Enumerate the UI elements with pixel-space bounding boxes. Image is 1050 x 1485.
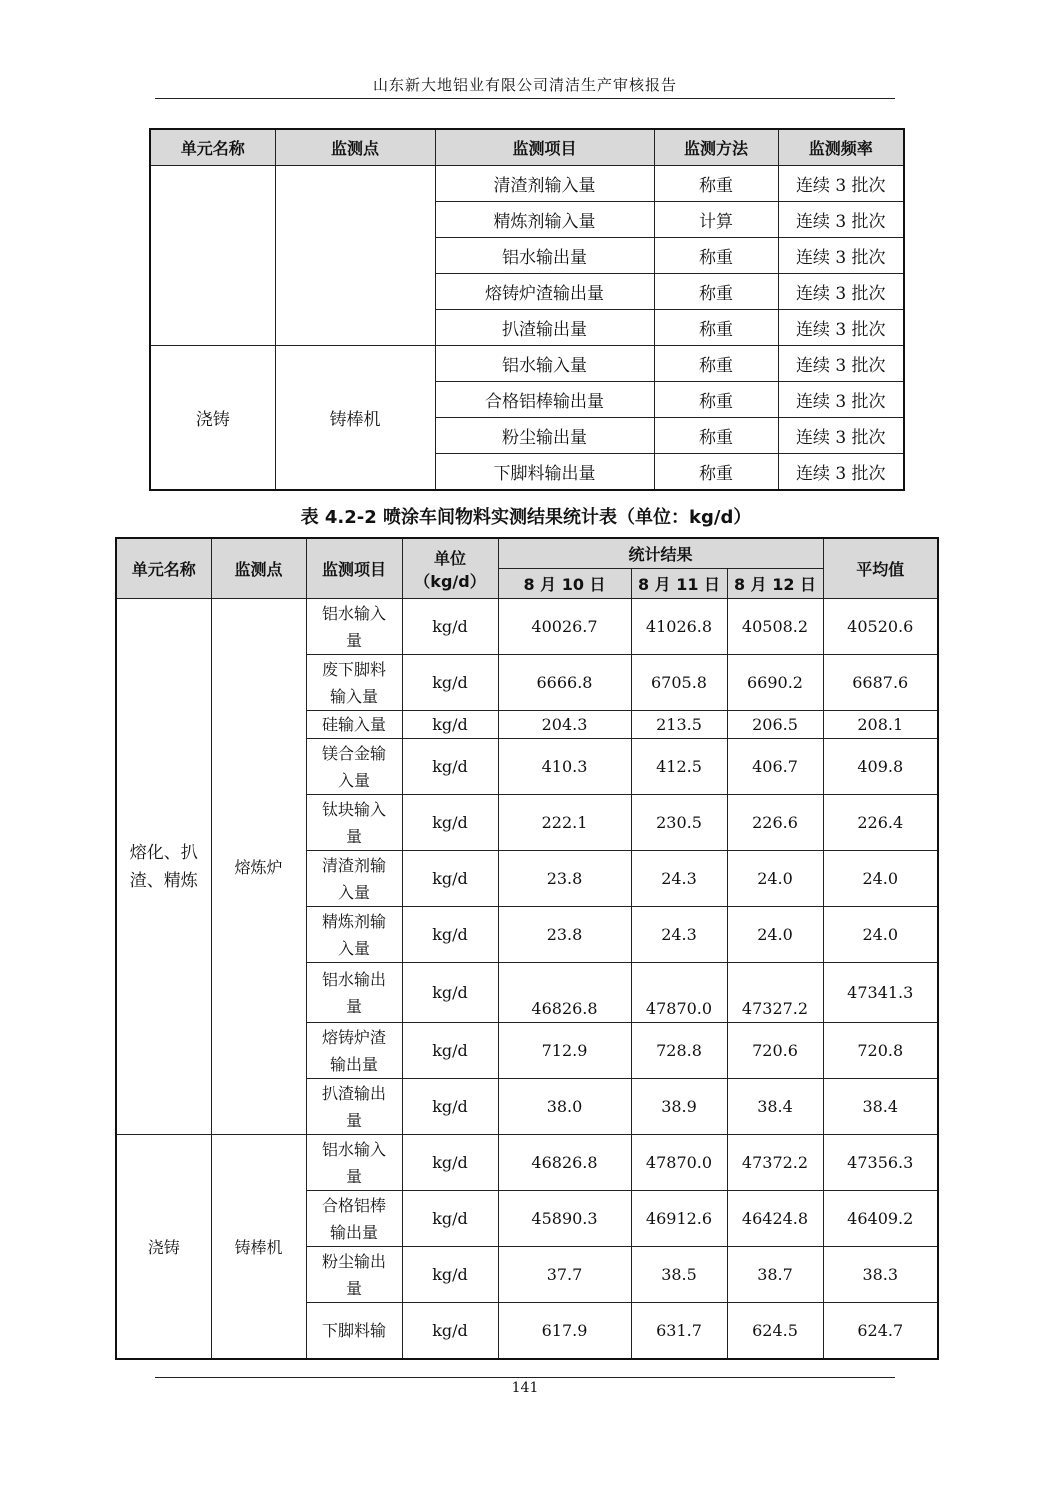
value-cell: 406.7	[727, 739, 823, 795]
monitoring-item-cell	[306, 1135, 402, 1191]
column-header-unit	[402, 538, 498, 599]
column-header: 监测点	[275, 129, 435, 166]
item-line1: 扒渣输出	[321, 1083, 386, 1103]
frequency-cell: 连续 3 批次	[778, 202, 904, 238]
unit-cell: kg/d	[402, 907, 498, 963]
value-cell: 6666.8	[498, 655, 631, 711]
avg-cell: 24.0	[823, 907, 938, 963]
column-header: 监测方法	[654, 129, 778, 166]
monitoring-item-cell	[306, 907, 402, 963]
value-cell: 38.0	[498, 1079, 631, 1135]
monitoring-item-cell	[306, 599, 402, 655]
avg-cell: 38.3	[823, 1247, 938, 1303]
item-line2: 入量	[337, 770, 370, 790]
table-row	[150, 346, 904, 382]
value-cell: 47870.0	[631, 1135, 727, 1191]
value-cell: 222.1	[498, 795, 631, 851]
method-cell: 称重	[654, 310, 778, 346]
unit-cell: kg/d	[402, 655, 498, 711]
item-line2: 量	[345, 1166, 362, 1186]
value-cell: 728.8	[631, 1023, 727, 1079]
frequency-cell: 连续 3 批次	[778, 346, 904, 382]
monitoring-item-cell: 铝水输入量	[435, 346, 654, 382]
monitoring-item-cell: 下脚料输	[306, 1303, 402, 1360]
unit-cell: kg/d	[402, 1135, 498, 1191]
item-line1: 废下脚料	[321, 659, 386, 679]
table-row	[116, 1135, 938, 1191]
column-header: 监测项目	[435, 129, 654, 166]
item-line2: 输出量	[329, 1054, 378, 1074]
column-header-item: 监测项目	[306, 538, 402, 599]
monitoring-item-cell: 下脚料输出量	[435, 454, 654, 491]
avg-cell: 47356.3	[823, 1135, 938, 1191]
value-cell: 46912.6	[631, 1191, 727, 1247]
value-cell: 38.5	[631, 1247, 727, 1303]
page-header: 山东新大地铝业有限公司清洁生产审核报告	[372, 76, 677, 94]
value-cell: 37.7	[498, 1247, 631, 1303]
item-line1: 钛块输入	[321, 799, 386, 819]
item-line1: 铝水输入	[321, 1139, 386, 1159]
value-cell: 38.9	[631, 1079, 727, 1135]
value-cell: 46826.8	[498, 963, 631, 1023]
value-cell: 631.7	[631, 1303, 727, 1360]
frequency-cell: 连续 3 批次	[778, 238, 904, 274]
table-header-row	[150, 129, 904, 166]
unit-cell: kg/d	[402, 963, 498, 1023]
item-line2: 输出量	[329, 1222, 378, 1242]
unit-cell: kg/d	[402, 1247, 498, 1303]
monitoring-item-cell	[306, 655, 402, 711]
item-line2: 量	[345, 630, 362, 650]
unit-cell: kg/d	[402, 795, 498, 851]
value-cell: 40508.2	[727, 599, 823, 655]
monitoring-item-cell: 铝水输出量	[435, 238, 654, 274]
item-line2: 量	[345, 996, 362, 1016]
monitoring-item-cell: 清渣剂输入量	[435, 166, 654, 202]
method-cell: 计算	[654, 202, 778, 238]
item-line2: 量	[345, 1110, 362, 1130]
unit-cell: kg/d	[402, 599, 498, 655]
avg-cell: 38.4	[823, 1079, 938, 1135]
item-line2: 量	[345, 826, 362, 846]
item-line1: 粉尘输出	[321, 1251, 386, 1271]
monitoring-point-cell: 铸棒机	[211, 1135, 306, 1360]
unit-label-line2: （kg/d）	[414, 571, 486, 591]
monitoring-item-cell: 硅输入量	[306, 711, 402, 739]
column-header-point: 监测点	[211, 538, 306, 599]
item-line1: 镁合金输	[321, 743, 386, 763]
avg-cell: 208.1	[823, 711, 938, 739]
monitoring-item-cell: 扒渣输出量	[435, 310, 654, 346]
monitoring-item-cell: 熔铸炉渣输出量	[435, 274, 654, 310]
item-line1: 铝水输入	[321, 603, 386, 623]
value-cell: 410.3	[498, 739, 631, 795]
avg-cell: 6687.6	[823, 655, 938, 711]
monitoring-point-cell: 熔炼炉	[211, 599, 306, 1135]
unit-name-cell: 浇铸	[150, 346, 275, 491]
value-cell: 23.8	[498, 851, 631, 907]
column-header-date: 8 月 12 日	[727, 569, 823, 599]
monitoring-item-cell	[306, 739, 402, 795]
unit-label-line1: 单位	[433, 548, 466, 568]
value-cell: 46424.8	[727, 1191, 823, 1247]
value-cell: 40026.7	[498, 599, 631, 655]
avg-cell: 24.0	[823, 851, 938, 907]
item-line2: 输入量	[329, 686, 378, 706]
item-line1: 精炼剂输	[321, 911, 386, 931]
monitoring-item-cell	[306, 1247, 402, 1303]
monitoring-plan-table	[149, 128, 905, 491]
table-title: 表 4.2-2 喷涂车间物料实测结果统计表（单位：kg/d）	[300, 507, 752, 528]
monitoring-item-cell	[306, 795, 402, 851]
unit-cell: kg/d	[402, 1023, 498, 1079]
frequency-cell: 连续 3 批次	[778, 418, 904, 454]
method-cell: 称重	[654, 382, 778, 418]
item-line1: 熔铸炉渣	[321, 1027, 386, 1047]
monitoring-item-cell: 粉尘输出量	[435, 418, 654, 454]
value-cell: 24.3	[631, 851, 727, 907]
value-cell: 6705.8	[631, 655, 727, 711]
value-cell: 617.9	[498, 1303, 631, 1360]
monitoring-item-cell	[306, 963, 402, 1023]
method-cell: 称重	[654, 166, 778, 202]
avg-cell: 720.8	[823, 1023, 938, 1079]
monitoring-item-cell: 合格铝棒输出量	[435, 382, 654, 418]
value-cell: 712.9	[498, 1023, 631, 1079]
monitoring-item-cell: 精炼剂输入量	[435, 202, 654, 238]
value-cell: 45890.3	[498, 1191, 631, 1247]
unit-cell: kg/d	[402, 851, 498, 907]
unit-cell: kg/d	[402, 1191, 498, 1247]
unit-cell: kg/d	[402, 1303, 498, 1360]
value-cell: 230.5	[631, 795, 727, 851]
column-header-date: 8 月 11 日	[631, 569, 727, 599]
frequency-cell: 连续 3 批次	[778, 274, 904, 310]
value-cell: 24.0	[727, 907, 823, 963]
method-cell: 称重	[654, 418, 778, 454]
column-header-stats: 统计结果	[498, 538, 823, 569]
value-cell: 206.5	[727, 711, 823, 739]
value-cell: 47870.0	[631, 963, 727, 1023]
method-cell: 称重	[654, 346, 778, 382]
material-results-table	[115, 537, 939, 1360]
value-cell: 624.5	[727, 1303, 823, 1360]
unit-name-line2: 渣、精炼	[129, 870, 198, 891]
value-cell: 47372.2	[727, 1135, 823, 1191]
unit-cell: kg/d	[402, 739, 498, 795]
monitoring-item-cell	[306, 1079, 402, 1135]
value-cell: 23.8	[498, 907, 631, 963]
item-line2: 入量	[337, 882, 370, 902]
method-cell: 称重	[654, 454, 778, 491]
table-row	[150, 166, 904, 202]
monitoring-point-cell: 铸棒机	[275, 346, 435, 491]
unit-cell: kg/d	[402, 711, 498, 739]
table-header-row	[116, 538, 938, 569]
value-cell: 6690.2	[727, 655, 823, 711]
value-cell: 41026.8	[631, 599, 727, 655]
page-number: 141	[511, 1380, 539, 1396]
column-header: 监测频率	[778, 129, 904, 166]
value-cell: 720.6	[727, 1023, 823, 1079]
unit-cell: kg/d	[402, 1079, 498, 1135]
value-cell: 47327.2	[727, 963, 823, 1023]
value-cell: 226.6	[727, 795, 823, 851]
avg-cell: 409.8	[823, 739, 938, 795]
method-cell: 称重	[654, 274, 778, 310]
unit-name-cell: 浇铸	[116, 1135, 211, 1360]
table-row	[116, 599, 938, 655]
item-line1: 合格铝棒	[321, 1195, 386, 1215]
header-rule	[155, 98, 895, 99]
unit-name-cell	[150, 166, 275, 346]
item-line2: 量	[345, 1278, 362, 1298]
monitoring-item-cell	[306, 1191, 402, 1247]
method-cell: 称重	[654, 238, 778, 274]
frequency-cell: 连续 3 批次	[778, 382, 904, 418]
value-cell: 24.3	[631, 907, 727, 963]
value-cell: 24.0	[727, 851, 823, 907]
avg-cell: 624.7	[823, 1303, 938, 1360]
unit-name-cell	[116, 599, 211, 1135]
avg-cell: 40520.6	[823, 599, 938, 655]
avg-cell: 46409.2	[823, 1191, 938, 1247]
monitoring-item-cell	[306, 851, 402, 907]
item-line2: 入量	[337, 938, 370, 958]
column-header-avg: 平均值	[823, 538, 938, 599]
value-cell: 38.4	[727, 1079, 823, 1135]
value-cell: 213.5	[631, 711, 727, 739]
avg-cell: 226.4	[823, 795, 938, 851]
unit-name-line1: 熔化、扒	[129, 842, 198, 863]
monitoring-item-cell	[306, 1023, 402, 1079]
column-header-date: 8 月 10 日	[498, 569, 631, 599]
item-line1: 清渣剂输	[321, 855, 386, 875]
value-cell: 412.5	[631, 739, 727, 795]
item-line1: 铝水输出	[321, 969, 386, 989]
value-cell: 46826.8	[498, 1135, 631, 1191]
value-cell: 204.3	[498, 711, 631, 739]
frequency-cell: 连续 3 批次	[778, 454, 904, 491]
frequency-cell: 连续 3 批次	[778, 166, 904, 202]
avg-cell: 47341.3	[823, 963, 938, 1023]
frequency-cell: 连续 3 批次	[778, 310, 904, 346]
column-header-unit-name: 单元名称	[116, 538, 211, 599]
monitoring-point-cell	[275, 166, 435, 346]
column-header: 单元名称	[150, 129, 275, 166]
value-cell: 38.7	[727, 1247, 823, 1303]
footer-rule	[155, 1377, 895, 1378]
